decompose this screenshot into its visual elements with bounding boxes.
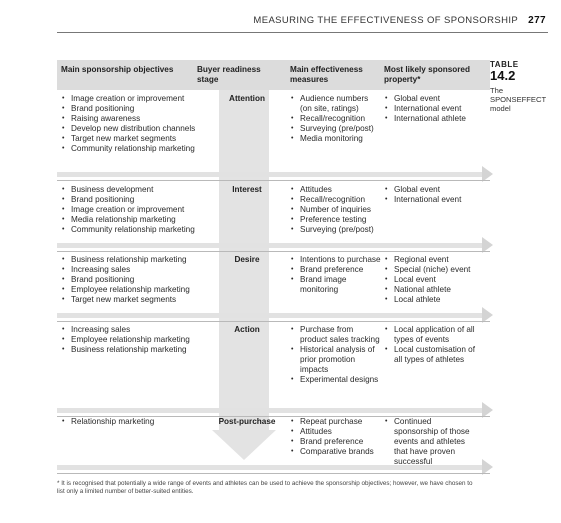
list-item: • International event [384,195,484,205]
objectives-list [61,325,196,355]
row-arrow-band [57,172,482,177]
measures-list [290,185,382,235]
list-item: • International athlete [384,114,484,124]
list-item: • Recall/recognition [290,195,382,205]
list-item: • Surveying (pre/post) [290,124,382,134]
list-item: • Attitudes [290,185,382,195]
list-item: • Repeat purchase [290,417,382,427]
stage-label: Post-purchase [218,417,276,426]
list-item: • Local athlete [384,295,484,305]
objectives-list [61,417,196,427]
list-item: • Media relationship marketing [61,215,196,225]
property-list [384,94,484,124]
list-item: • Audience numbers (on site, ratings) [290,94,382,114]
list-item: • Business development [61,185,196,195]
running-head [0,15,546,26]
list-item: • Surveying (pre/post) [290,225,382,235]
list-item: • Brand image monitoring [290,275,382,295]
row-arrow-band [57,408,482,413]
list-item: • Increasing sales [61,325,196,335]
list-item: • Brand positioning [61,104,196,114]
property-list [384,255,484,305]
list-item: • Increasing sales [61,265,196,275]
list-item: • Comparative brands [290,447,382,457]
list-item: • Regional event [384,255,484,265]
list-item: • International event [384,104,484,114]
list-item: • Experimental designs [290,375,382,385]
header-objectives: Main sponsorship objectives [61,65,174,74]
list-item: • Preference testing [290,215,382,225]
stage-label: Action [234,325,260,334]
objectives-list [61,94,196,154]
list-item: • Local customisation of all types of athletes [384,345,484,365]
measures-list [290,417,382,457]
list-item: • Intentions to purchase [290,255,382,265]
row-divider [57,180,490,181]
header-measures: Main effectiveness measures [290,65,363,84]
property-list [384,185,484,205]
measures-list [290,94,382,144]
list-item: • Brand preference [290,265,382,275]
list-item: • Special (niche) event [384,265,484,275]
list-item: • Develop new distribution channels [61,124,196,134]
list-item: • Employee relationship marketing [61,335,196,345]
list-item: • Brand preference [290,437,382,447]
page-number: 277 [528,15,546,26]
list-item: • Community relationship marketing [61,225,196,235]
table-footnote: * It is recognised that potentially a wide range of events and athletes can be used to achieve the sponsorship objectives; however, we have chosen to list only a limited number of better-suited entities. [57,480,473,495]
list-item: • Global event [384,185,484,195]
list-item: • Brand positioning [61,275,196,285]
stage-label: Attention [229,94,265,103]
row-divider [57,321,490,322]
table-label-word: TABLE [490,60,519,69]
list-item: • Attitudes [290,427,382,437]
list-item: • Number of inquiries [290,205,382,215]
list-item: • Media monitoring [290,134,382,144]
list-item: • Global event [384,94,484,104]
list-item: • Brand positioning [61,195,196,205]
stage-label: Desire [234,255,260,264]
list-item: • Historical analysis of prior promotion impacts [290,345,382,375]
list-item: • Continued sponsorship of those events and athletes that have proven successful [384,417,476,467]
list-item: • Recall/recognition [290,114,382,124]
list-item: • Employee relationship marketing [61,285,196,295]
list-item: • Raising awareness [61,114,196,124]
row-arrow-band [57,243,482,248]
row-arrow-band [57,313,482,318]
objectives-list [61,185,196,235]
table-caption: The SPONSEFFECT model [490,86,546,113]
row-divider [57,251,490,252]
table-header [57,60,490,90]
list-item: • Image creation or improvement [61,205,196,215]
measures-list [290,255,382,295]
list-item: • Business relationship marketing [61,345,196,355]
header-stage: Buyer readiness stage [197,65,261,84]
list-item: • Local application of all types of events [384,325,484,345]
list-item: • Image creation or improvement [61,94,196,104]
list-item: • National athlete [384,285,484,295]
objectives-list [61,255,196,305]
down-arrow-head [212,430,276,460]
list-item: • Local event [384,275,484,285]
row-divider [57,473,490,474]
list-item: • Purchase from product sales tracking [290,325,382,345]
running-head-title: MEASURING THE EFFECTIVENESS OF SPONSORSHIP [253,15,519,26]
table-label [490,60,555,113]
sponseffect-table [57,60,490,480]
list-item: • Community relationship marketing [61,144,196,154]
measures-list [290,325,382,385]
header-rule [57,32,548,33]
list-item: • Business relationship marketing [61,255,196,265]
header-property: Most likely sponsored property* [384,65,470,84]
stage-label: Interest [232,185,262,194]
table-number: 14.2 [490,68,516,83]
list-item: • Relationship marketing [61,417,196,427]
list-item: • Target new market segments [61,134,196,144]
list-item: • Target new market segments [61,295,196,305]
property-list [384,325,484,365]
property-list [384,417,476,467]
